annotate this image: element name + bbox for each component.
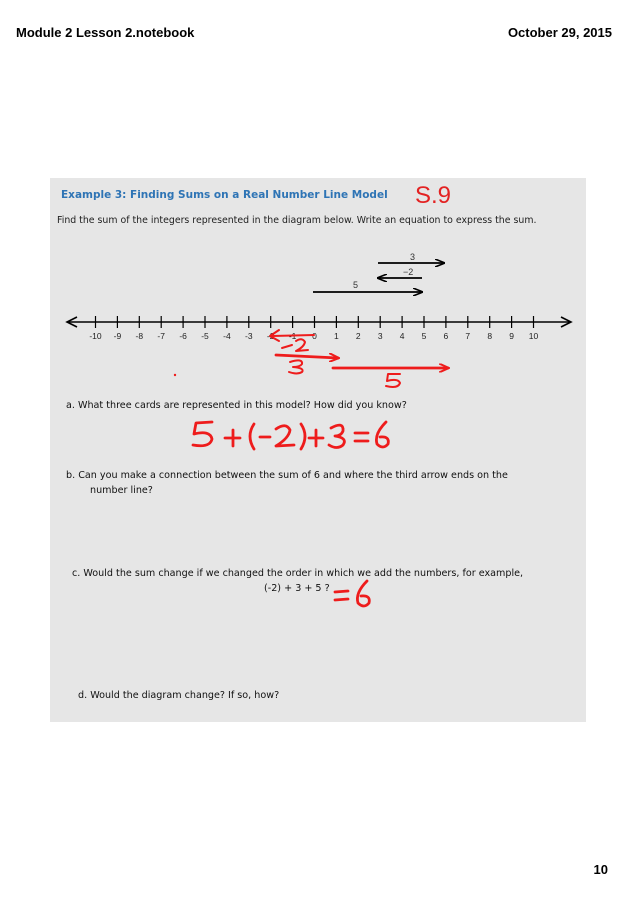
notebook-title: Module 2 Lesson 2.notebook bbox=[16, 25, 195, 40]
tick-label: -8 bbox=[135, 331, 144, 341]
tick-label: 1 bbox=[334, 331, 339, 341]
tick-label: 3 bbox=[377, 331, 383, 341]
printed-arrow-3 bbox=[378, 252, 444, 263]
printed-arrow-neg2 bbox=[378, 267, 422, 278]
tick-label: -3 bbox=[245, 331, 253, 341]
printed-arrow-5 bbox=[313, 280, 422, 292]
tick-label: -1 bbox=[288, 331, 297, 341]
tick-label: -5 bbox=[201, 331, 209, 341]
tick-label: 2 bbox=[355, 331, 361, 341]
handwritten-answer-a bbox=[193, 422, 388, 449]
question-a: a. What three cards are represented in this model? How did you know? bbox=[66, 400, 407, 411]
tick-label: 8 bbox=[487, 331, 493, 341]
number-line-ticks bbox=[96, 316, 534, 328]
tick-label: 0 bbox=[312, 331, 317, 341]
tick-label: -10 bbox=[89, 331, 102, 341]
page-number: 10 bbox=[593, 862, 608, 877]
example-panel bbox=[50, 178, 586, 722]
ink-dot bbox=[174, 374, 176, 376]
tick-label: 9 bbox=[509, 331, 514, 341]
question-b-line2: number line? bbox=[90, 485, 153, 496]
tick-label: -9 bbox=[113, 331, 122, 341]
printed-arrow-3-label: 3 bbox=[410, 252, 416, 262]
example-instructions: Find the sum of the integers represented in the diagram below. Write an equation to express the sum. bbox=[57, 215, 537, 226]
tick-label: 7 bbox=[465, 331, 471, 341]
printed-arrow-5-label: 5 bbox=[353, 280, 359, 290]
handwritten-slide-label: S.9 bbox=[415, 182, 452, 209]
question-c-line1: c. Would the sum change if we changed the order in which we add the numbers, for example, bbox=[72, 568, 524, 579]
tick-label: 10 bbox=[528, 331, 539, 341]
question-b-line1: b. Can you make a connection between the sum of 6 and where the third arrow ends on the bbox=[66, 470, 508, 481]
handwritten-arrow-3 bbox=[276, 355, 338, 374]
tick-label: -2 bbox=[266, 331, 275, 341]
tick-label: -4 bbox=[223, 331, 231, 341]
tick-label: -6 bbox=[179, 331, 187, 341]
example-title: Example 3: Finding Sums on a Real Number Line Model bbox=[61, 189, 388, 201]
number-line-axis bbox=[67, 317, 571, 327]
tick-label: 6 bbox=[443, 331, 449, 341]
tick-label: 4 bbox=[399, 331, 405, 341]
handwritten-answer-c bbox=[335, 581, 369, 606]
number-line-diagram bbox=[50, 178, 586, 722]
tick-label: 5 bbox=[421, 331, 427, 341]
handwritten-arrow-5 bbox=[333, 368, 448, 387]
page-date: October 29, 2015 bbox=[507, 25, 612, 40]
tick-label: -7 bbox=[157, 331, 165, 341]
question-c-expression: (-2) + 3 + 5 ? bbox=[264, 583, 330, 594]
printed-arrow-neg2-label: −2 bbox=[403, 267, 414, 277]
question-d: d. Would the diagram change? If so, how? bbox=[78, 690, 280, 701]
